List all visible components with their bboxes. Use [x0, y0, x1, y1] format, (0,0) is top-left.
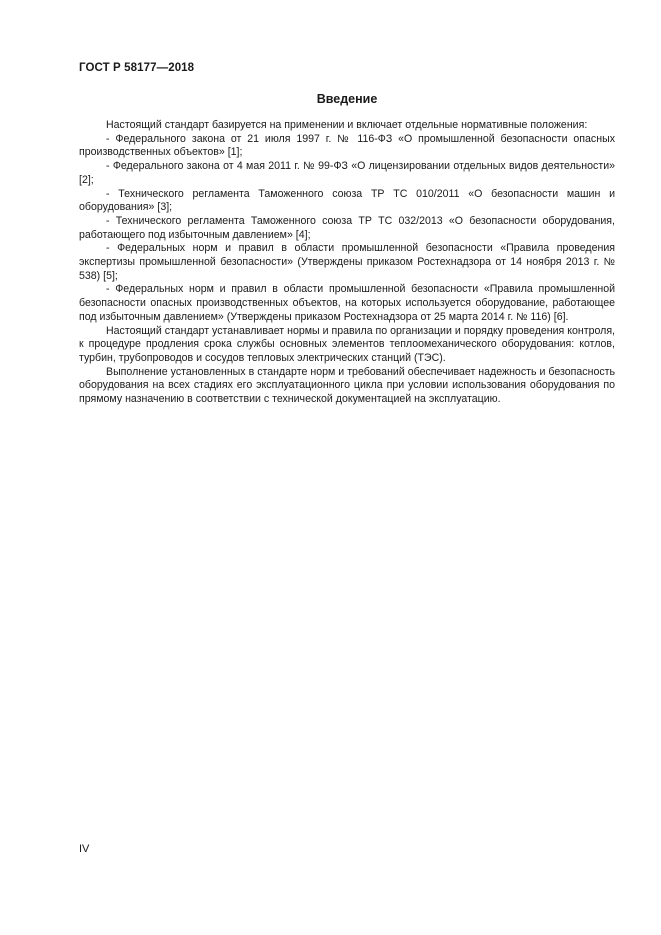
list-item-expertise-rules: - Федеральных норм и правил в области промышленной безопасности «Правила проведения экспертизы промышленной безопасности» (Утверждены приказом Ростехнадзора от 14 ноября 2013 г. № 538) [5]; [79, 242, 615, 282]
document-body [79, 119, 615, 407]
list-item-tr-ts-032: - Технического регламента Таможенного союза ТР ТС 032/2013 «О безопасности оборудования, работающего под избыточным давлением» [4]; [79, 214, 615, 241]
standard-code: ГОСТ Р 58177—2018 [79, 62, 195, 74]
page-number: IV [79, 843, 90, 855]
list-item-tr-ts-010: - Технического регламента Таможенного союза ТР ТС 010/2011 «О безопасности машин и оборудования» [3]; [79, 187, 615, 214]
purpose-paragraph: Выполнение установленных в стандарте норм и требований обеспечивает надежность и безопасность оборудования на всех стадиях его эксплуатационного цикла при условии использования оборудования по прямому назначению в соответствии с технической документацией на эксплуатацию. [79, 365, 615, 406]
scope-paragraph: Настоящий стандарт устанавливает нормы и правила по организации и порядку проведения контроля, к процедуре продления срока службы основных элементов теплоомеханического оборудования: котлов, турбин, трубопроводов и сосудов тепловых электрических станций (ТЭС). [79, 324, 615, 364]
list-item-federal-law-116: - Федерального закона от 21 июля 1997 г. № 116-ФЗ «О промышленной безопасности опасных производственных объектов» [1]; [79, 132, 615, 159]
list-item-federal-law-99: - Федерального закона от 4 мая 2011 г. № 99-ФЗ «О лицензировании отдельных видов деятельности» [2]; [79, 160, 615, 186]
list-item-pressure-equipment-rules: - Федеральных норм и правил в области промышленной безопасности «Правила промышленной безопасности опасных производственных объектов, на которых используется оборудование, работающее под избыточным давлением» (Утверждены приказом Ростехнадзора от 25 марта 2014 г. № 116) [6]. [79, 283, 615, 323]
intro-paragraph: Настоящий стандарт базируется на применении и включает отдельные нормативные положения: [106, 119, 588, 131]
section-title: Введение [316, 92, 378, 106]
